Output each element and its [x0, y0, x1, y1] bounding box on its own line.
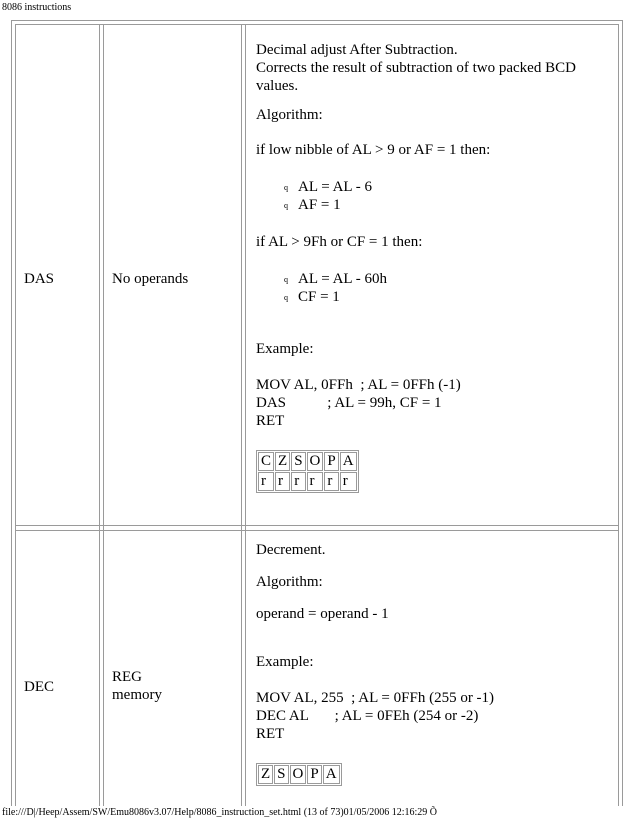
operands: memory [112, 687, 162, 703]
flag-name: P [307, 765, 321, 784]
code-line: DAS ; AL = 99h, CF = 1 [256, 395, 442, 411]
algorithm-step: AF = 1 [298, 197, 341, 213]
bullet-icon: q [284, 275, 288, 284]
code-line: MOV AL, 0FFh ; AL = 0FFh (-1) [256, 377, 461, 393]
flag-name: S [291, 452, 305, 471]
algorithm-step: AL = AL - 6 [298, 179, 373, 195]
flag-name: Z [258, 765, 273, 784]
bullet-icon: q [284, 183, 288, 192]
flag-value: r [258, 472, 274, 491]
operands: No operands [112, 271, 189, 287]
description-line: Decrement. [256, 542, 326, 558]
algorithm-label: Algorithm: [256, 574, 323, 590]
algorithm-step: AL = AL - 60h [298, 271, 388, 287]
column-divider-1 [99, 24, 100, 806]
row1-bottom [15, 525, 619, 526]
example-label: Example: [256, 654, 314, 670]
flags-name-row [258, 765, 340, 784]
algorithm-label: Algorithm: [256, 107, 323, 123]
algorithm-step: CF = 1 [298, 289, 340, 305]
flag-value: r [307, 472, 324, 491]
page-footer-path: file:///D|/Heep/Assem/SW/Emu8086v3.07/Help/8086_instruction_set.html (13 of 73)01/05/2006 12:16:29 Õ [2, 807, 438, 818]
table-border-left-inner [15, 24, 16, 806]
description-line: Decimal adjust After Subtraction. [256, 42, 458, 58]
code-line: RET [256, 726, 285, 742]
instruction-name: DAS [24, 271, 55, 287]
code-line: RET [256, 413, 285, 429]
flag-name: S [274, 765, 288, 784]
page-header-title: 8086 instructions [2, 2, 72, 13]
flag-name: A [340, 452, 357, 471]
flags-table [256, 763, 342, 786]
row1-top [15, 24, 619, 25]
operands: REG [112, 669, 142, 685]
algorithm-formula: operand = operand - 1 [256, 606, 389, 622]
condition-text: if low nibble of AL > 9 or AF = 1 then: [256, 142, 491, 158]
flags-table [256, 450, 359, 493]
description-line: Corrects the result of subtraction of two packed BCD [256, 60, 576, 76]
column-divider-2b [245, 24, 246, 806]
code-line: MOV AL, 255 ; AL = 0FFh (255 or -1) [256, 690, 495, 706]
flags-value-row [258, 472, 357, 491]
bullet-icon: q [284, 201, 288, 210]
bullet-icon: q [284, 293, 288, 302]
table-border-top [11, 20, 623, 21]
flag-name: C [258, 452, 274, 471]
table-border-right [622, 20, 623, 806]
table-border-left [11, 20, 12, 806]
flag-value: r [291, 472, 305, 491]
flag-name: O [290, 765, 307, 784]
condition-text: if AL > 9Fh or CF = 1 then: [256, 234, 423, 250]
instruction-name: DEC [24, 679, 54, 695]
table-border-right-inner [618, 24, 619, 806]
description-line: values. [256, 78, 299, 94]
row2-top [15, 530, 619, 531]
flag-name: O [307, 452, 324, 471]
column-divider-1b [103, 24, 104, 806]
code-line: DEC AL ; AL = 0FEh (254 or -2) [256, 708, 479, 724]
flag-name: P [324, 452, 338, 471]
example-label: Example: [256, 341, 314, 357]
flag-value: r [275, 472, 290, 491]
column-divider-2 [241, 24, 242, 806]
flag-value: r [340, 472, 357, 491]
flags-name-row [258, 452, 357, 471]
flag-value: r [324, 472, 338, 491]
flag-name: A [323, 765, 340, 784]
flag-name: Z [275, 452, 290, 471]
